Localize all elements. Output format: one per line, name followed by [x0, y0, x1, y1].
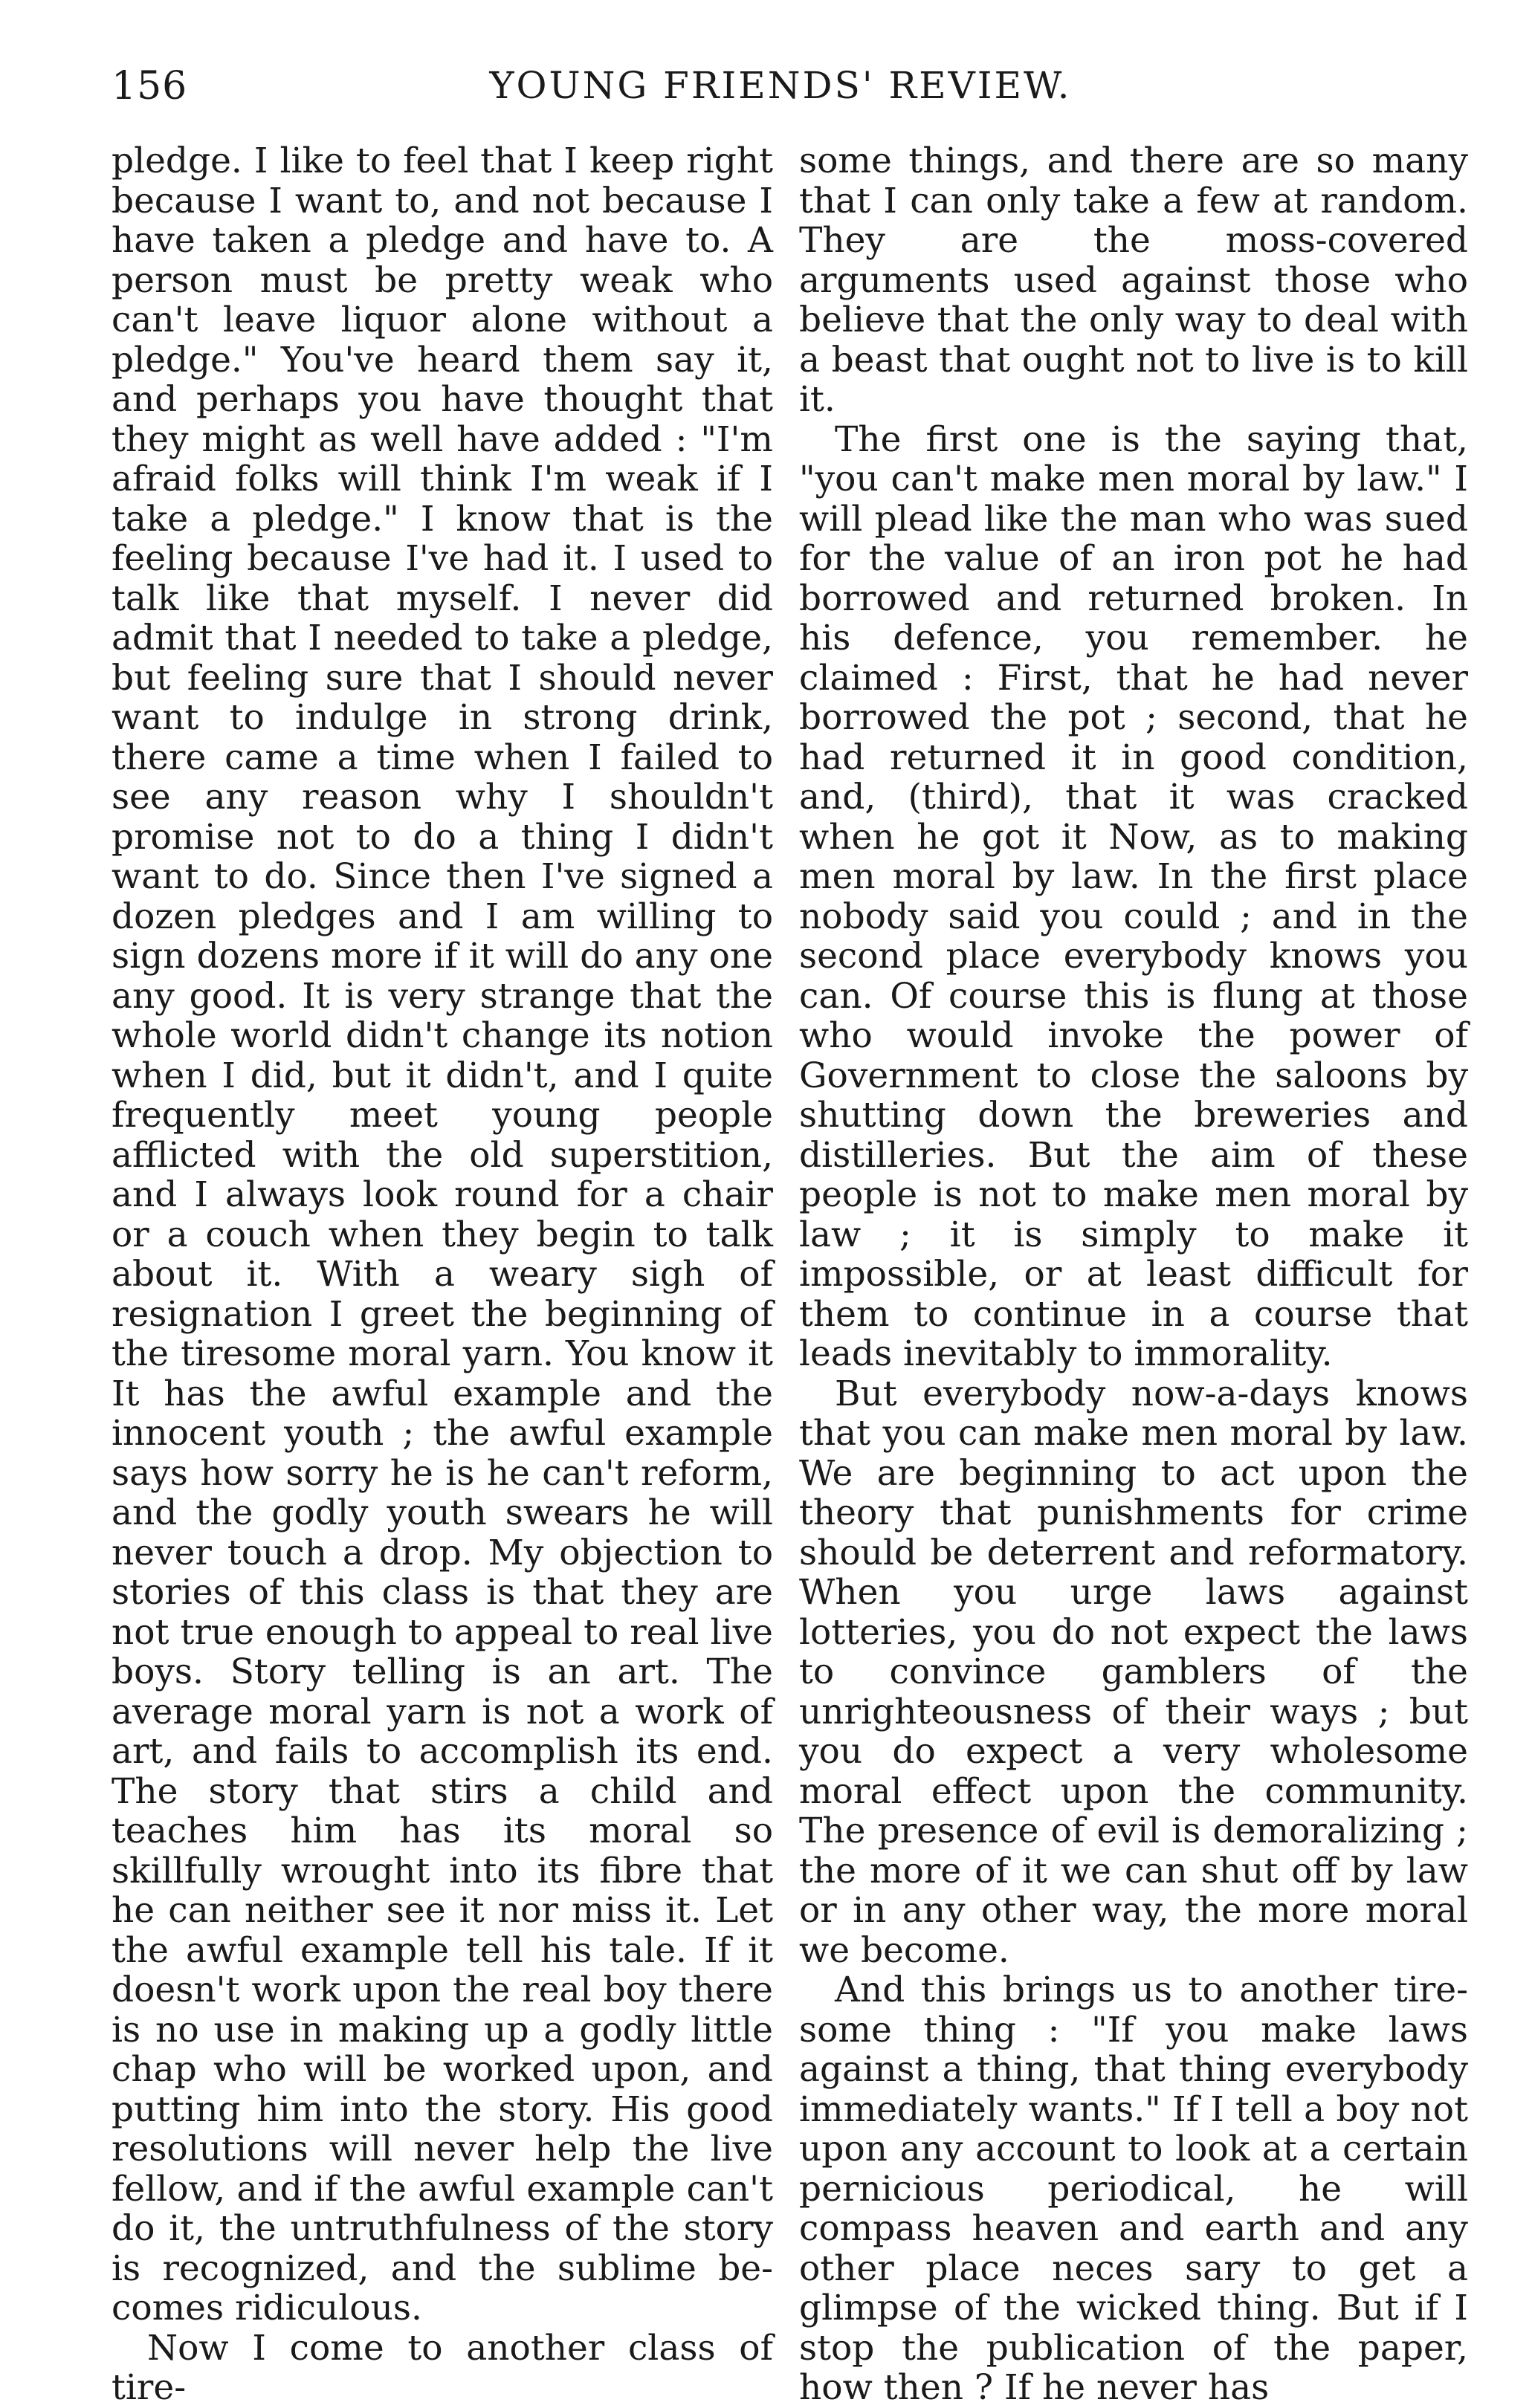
paragraph: Now I come to another class of tire-: [111, 2327, 773, 2408]
right-column: [799, 141, 1468, 2408]
paragraph: But everybody now-a-days knows that you can make men moral by law. We are beginning to act upon the theory that punishments for crime should be deterrent and reformatory. When you urge laws against lotteries, you do not expect the laws to convince gamblers of the unrighteousness of their ways ; but you do expect a very wholesome moral effect upon the community. The presence of evil is demoralizing ; the more of it we can shut off by law or in any other way, the more moral we become.: [799, 1373, 1468, 1971]
paragraph: The first one is the saying that, "you can't make men moral by law." I will plead like the man who was sued for the value of an iron pot he had borrowed and returned broken. In his defence, you remember. he claimed : First, that he had never borrowed the pot ; second, that he had returned it in good condition, and, (third), that it was cracked when he got it Now, as to making men moral by law. In the first place nobody said you could ; and in the second place everybody knows you can. Of course this is flung at those who would invoke the power of Government to close the saloons by shutting down the breweries and distilleries. But the aim of these people is not to make men moral by law ; it is simply to make it impossible, or at least difficult for them to continue in a course that leads inevitably to immorality.: [799, 418, 1468, 1374]
running-head: YOUNG FRIENDS' REVIEW.: [489, 64, 1072, 107]
paragraph: pledge. I like to feel that I keep right because I want to, and not because I have taken a pledge and have to. A person must be pretty weak who can't leave liquor alone without a pledge." You've heard them say it, and perhaps you have thought that they might as well have added : "I'm afraid folks will think I'm weak if I take a pledge." I know that is the feeling because I've had it. I used to talk like that myself. I never did admit that I needed to take a pledge, but feeling sure that I should never want to indulge in strong drink, there came a time when I failed to see any reason why I shouldn't promise not to do a thing I didn't want to do. Since then I've signed a dozen pledges and I am willing to sign dozens more if it will do any one any good. It is very strange that the whole world didn't change its notion when I did, but it didn't, and I quite frequently meet young people afflicted with the old superstition, and I always look round for a chair or a couch when they begin to talk about it. With a weary sigh of resignation I greet the beginning of the tiresome moral yarn. You know it It has the awful example and the innocent youth ; the awful example says how sorry he is he can't reform, and the godly youth swears he will never touch a drop. My objection to stories of this class is that they are not true enough to appeal to real live boys. Story telling is an art. The average moral yarn is not a work of art, and fails to accomplish its end. The story that stirs a child and teaches him has its moral so skillfully wrought into its fibre that he can neither see it nor miss it. Let the awful example tell his tale. If it doesn't work upon the real boy there is no use in making up a godly little chap who will be worked upon, and putting him into the story. His good resolutions will never help the live fellow, and if the awful example can't do it, the untruthfulness of the story is recognized, and the sublime becomes ridiculous.: [111, 140, 773, 2328]
page-number: 156: [111, 64, 188, 109]
paragraph: some things, and there are so many that I can only take a few at random. They are the moss-covered arguments used against those who believe that the only way to deal with a beast that ought not to live is to kill it.: [799, 140, 1468, 420]
paragraph: And this brings us to another tiresome thing : "If you make laws against a thing, that thing everybody immediately wants." If I tell a boy not upon any account to look at a certain pernicious periodical, he will compass heaven and earth and any other place neces sary to get a glimpse of the wicked thing. But if I stop the publication of the paper, how then ? If he never has: [799, 1970, 1468, 2408]
page-header: [111, 64, 1449, 131]
left-column: [111, 141, 773, 2408]
